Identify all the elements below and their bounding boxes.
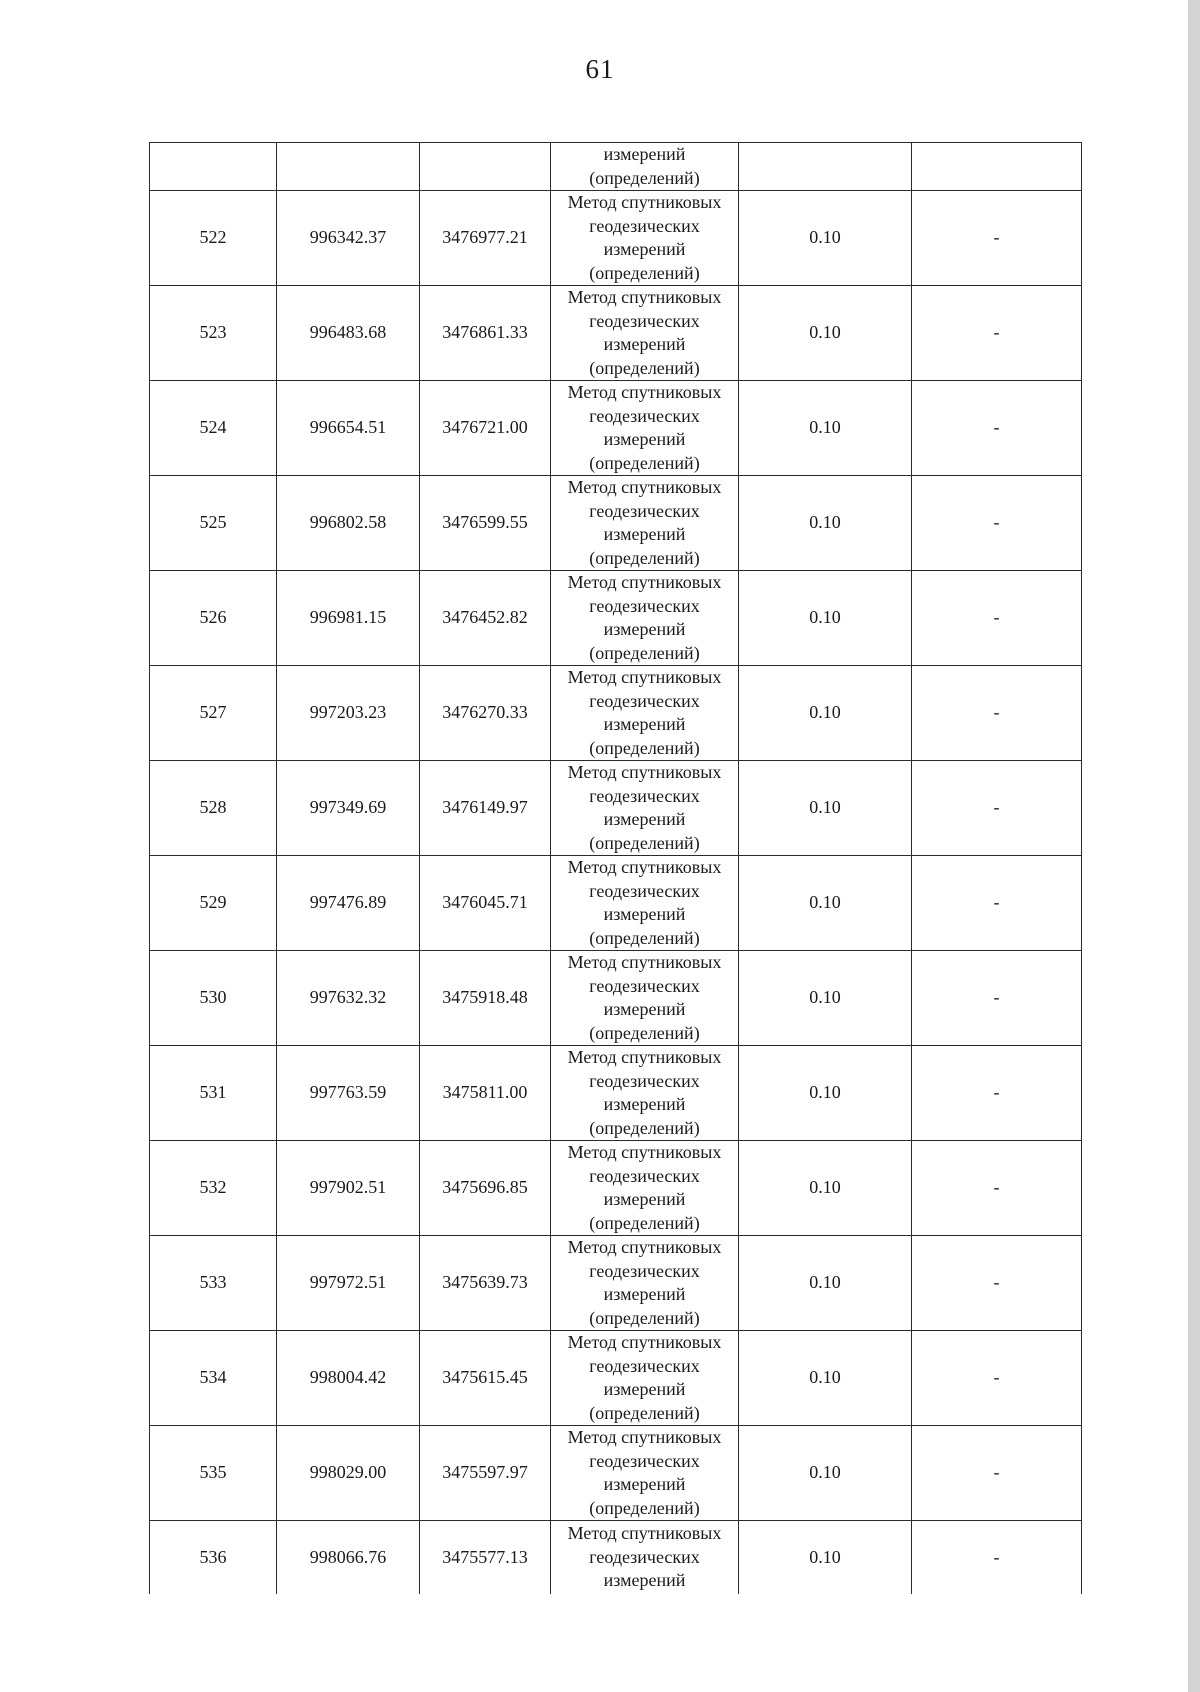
cell-accuracy: 0.10 [739,1141,912,1236]
method-line: измерений [603,999,686,1019]
method-line: (определений) [589,452,700,473]
cell-accuracy: 0.10 [739,476,912,571]
cell-method [551,1236,739,1331]
cell-number: 524 [150,381,277,476]
method-line: Метод спутниковых [567,1523,722,1543]
method-line: Метод спутниковых [567,287,722,307]
method-line: геодезических [589,310,700,331]
cell-note: - [912,1331,1082,1426]
cell-accuracy [739,143,912,191]
cell-number: 535 [150,1426,277,1521]
cell-y: 3476149.97 [420,761,551,856]
method-line: Метод спутниковых [567,192,722,212]
method-line: (определений) [589,1212,700,1233]
method-line: (определений) [589,167,700,188]
method-line: геодезических [589,405,700,426]
cell-number [150,143,277,191]
cell-method [551,666,739,761]
cell-y [420,143,551,191]
cell-y: 3476270.33 [420,666,551,761]
cell-accuracy: 0.10 [739,761,912,856]
method-line: измерений [603,1474,686,1494]
cell-x: 998029.00 [277,1426,420,1521]
cell-x: 997349.69 [277,761,420,856]
method-line: Метод спутниковых [567,1427,722,1447]
cell-x: 997632.32 [277,951,420,1046]
cell-accuracy: 0.10 [739,1521,912,1594]
cell-number: 529 [150,856,277,951]
cell-number: 533 [150,1236,277,1331]
cell-x [277,143,420,191]
cell-number: 531 [150,1046,277,1141]
method-line: (определений) [589,262,700,283]
method-line: (определений) [589,1022,700,1043]
cell-number: 534 [150,1331,277,1426]
table-row [150,1141,1082,1236]
cell-number: 527 [150,666,277,761]
cell-y: 3475918.48 [420,951,551,1046]
method-line: измерений [603,809,686,829]
cell-method [551,856,739,951]
cell-number: 525 [150,476,277,571]
method-line: измерений [603,429,686,449]
cell-y: 3476452.82 [420,571,551,666]
table-row [150,191,1082,286]
method-line: измерений [603,1379,686,1399]
cell-accuracy: 0.10 [739,856,912,951]
cell-method [551,1521,739,1594]
table-row [150,286,1082,381]
method-line: измерений [603,1189,686,1209]
cell-note: - [912,1046,1082,1141]
method-line: геодезических [589,690,700,711]
method-line: геодезических [589,500,700,521]
cell-accuracy: 0.10 [739,666,912,761]
cell-y: 3475639.73 [420,1236,551,1331]
cell-accuracy: 0.10 [739,1426,912,1521]
cell-number: 522 [150,191,277,286]
cell-y: 3475615.45 [420,1331,551,1426]
method-line: (определений) [589,832,700,853]
method-line: геодезических [589,595,700,616]
cell-accuracy: 0.10 [739,381,912,476]
cell-method [551,571,739,666]
table-row [150,381,1082,476]
cell-x: 996802.58 [277,476,420,571]
table-row [150,571,1082,666]
cell-x: 997203.23 [277,666,420,761]
cell-method [551,286,739,381]
cell-x: 996654.51 [277,381,420,476]
cell-note: - [912,191,1082,286]
method-line: Метод спутниковых [567,857,722,877]
cell-number: 523 [150,286,277,381]
cell-x: 997972.51 [277,1236,420,1331]
method-line: измерений [603,619,686,639]
cell-x: 997763.59 [277,1046,420,1141]
table-row-continued [150,143,1082,191]
cell-method [551,761,739,856]
cell-x: 998004.42 [277,1331,420,1426]
cell-accuracy: 0.10 [739,1046,912,1141]
table-row [150,761,1082,856]
cell-note: - [912,1426,1082,1521]
method-line: Метод спутниковых [567,667,722,687]
method-line: Метод спутниковых [567,762,722,782]
table-row [150,951,1082,1046]
cell-note: - [912,1236,1082,1331]
method-line: геодезических [589,975,700,996]
method-line: (определений) [589,357,700,378]
method-line: геодезических [589,785,700,806]
cell-y: 3476977.21 [420,191,551,286]
cell-note: - [912,856,1082,951]
method-line: геодезических [589,1546,700,1567]
cell-note: - [912,381,1082,476]
method-line: измерений [603,904,686,924]
cell-accuracy: 0.10 [739,191,912,286]
method-line: геодезических [589,1355,700,1376]
table-row [150,856,1082,951]
cell-note: - [912,476,1082,571]
cell-y: 3476045.71 [420,856,551,951]
method-line: (определений) [589,1117,700,1138]
method-line: измерений [603,239,686,259]
method-line: измерений [603,1094,686,1114]
method-line: (определений) [589,1497,700,1518]
table-body [150,143,1082,1594]
table-row [150,1521,1082,1594]
table-row [150,1236,1082,1331]
cell-accuracy: 0.10 [739,951,912,1046]
cell-note: - [912,1521,1082,1594]
cell-accuracy: 0.10 [739,1331,912,1426]
cell-note [912,143,1082,191]
method-line: измерений [603,714,686,734]
cell-method [551,1331,739,1426]
cell-accuracy: 0.10 [739,286,912,381]
cell-x: 998066.76 [277,1521,420,1594]
cell-note: - [912,951,1082,1046]
cell-method [551,191,739,286]
cell-method [551,476,739,571]
cell-note: - [912,761,1082,856]
coordinates-table [149,142,1082,1594]
method-line: геодезических [589,1070,700,1091]
method-line: (определений) [589,1307,700,1328]
cell-x: 997476.89 [277,856,420,951]
method-line: геодезических [589,1165,700,1186]
cell-method [551,951,739,1046]
method-line: (определений) [589,642,700,663]
method-line: измерений [603,524,686,544]
cell-x: 996342.37 [277,191,420,286]
cell-x: 996981.15 [277,571,420,666]
method-line: Метод спутниковых [567,1142,722,1162]
cell-number: 526 [150,571,277,666]
method-line: измерений [603,334,686,354]
cell-method [551,1426,739,1521]
cell-x: 997902.51 [277,1141,420,1236]
table-row [150,476,1082,571]
cell-note: - [912,286,1082,381]
method-line: Метод спутниковых [567,1237,722,1257]
cell-method [551,381,739,476]
page-number: 61 [585,54,615,84]
scan-edge-band [1188,0,1200,1692]
method-line: геодезических [589,880,700,901]
cell-y: 3476861.33 [420,286,551,381]
cell-method [551,1141,739,1236]
cell-y: 3476721.00 [420,381,551,476]
method-line: Метод спутниковых [567,477,722,497]
cell-number: 536 [150,1521,277,1594]
method-line: Метод спутниковых [567,572,722,592]
method-line: измерений [603,1570,686,1590]
cell-method [551,143,739,191]
cell-note: - [912,666,1082,761]
cell-x: 996483.68 [277,286,420,381]
method-line: Метод спутниковых [567,1332,722,1352]
method-line: геодезических [589,215,700,236]
cell-note: - [912,571,1082,666]
cell-number: 532 [150,1141,277,1236]
cell-y: 3476599.55 [420,476,551,571]
method-line: измерений [603,144,686,164]
cell-accuracy: 0.10 [739,1236,912,1331]
method-line: геодезических [589,1450,700,1471]
cell-accuracy: 0.10 [739,571,912,666]
cell-y: 3475597.97 [420,1426,551,1521]
table-row [150,1046,1082,1141]
cell-number: 528 [150,761,277,856]
method-line: геодезических [589,1260,700,1281]
method-line: (определений) [589,1402,700,1423]
cell-y: 3475577.13 [420,1521,551,1594]
method-line: Метод спутниковых [567,382,722,402]
method-line: (определений) [589,927,700,948]
method-line: (определений) [589,547,700,568]
method-line: (определений) [589,737,700,758]
cell-note: - [912,1141,1082,1236]
method-line: измерений [603,1284,686,1304]
table-row [150,666,1082,761]
method-line: Метод спутниковых [567,1047,722,1067]
cell-y: 3475811.00 [420,1046,551,1141]
method-line: Метод спутниковых [567,952,722,972]
table-row [150,1426,1082,1521]
cell-method [551,1046,739,1141]
cell-number: 530 [150,951,277,1046]
table-row [150,1331,1082,1426]
cell-y: 3475696.85 [420,1141,551,1236]
